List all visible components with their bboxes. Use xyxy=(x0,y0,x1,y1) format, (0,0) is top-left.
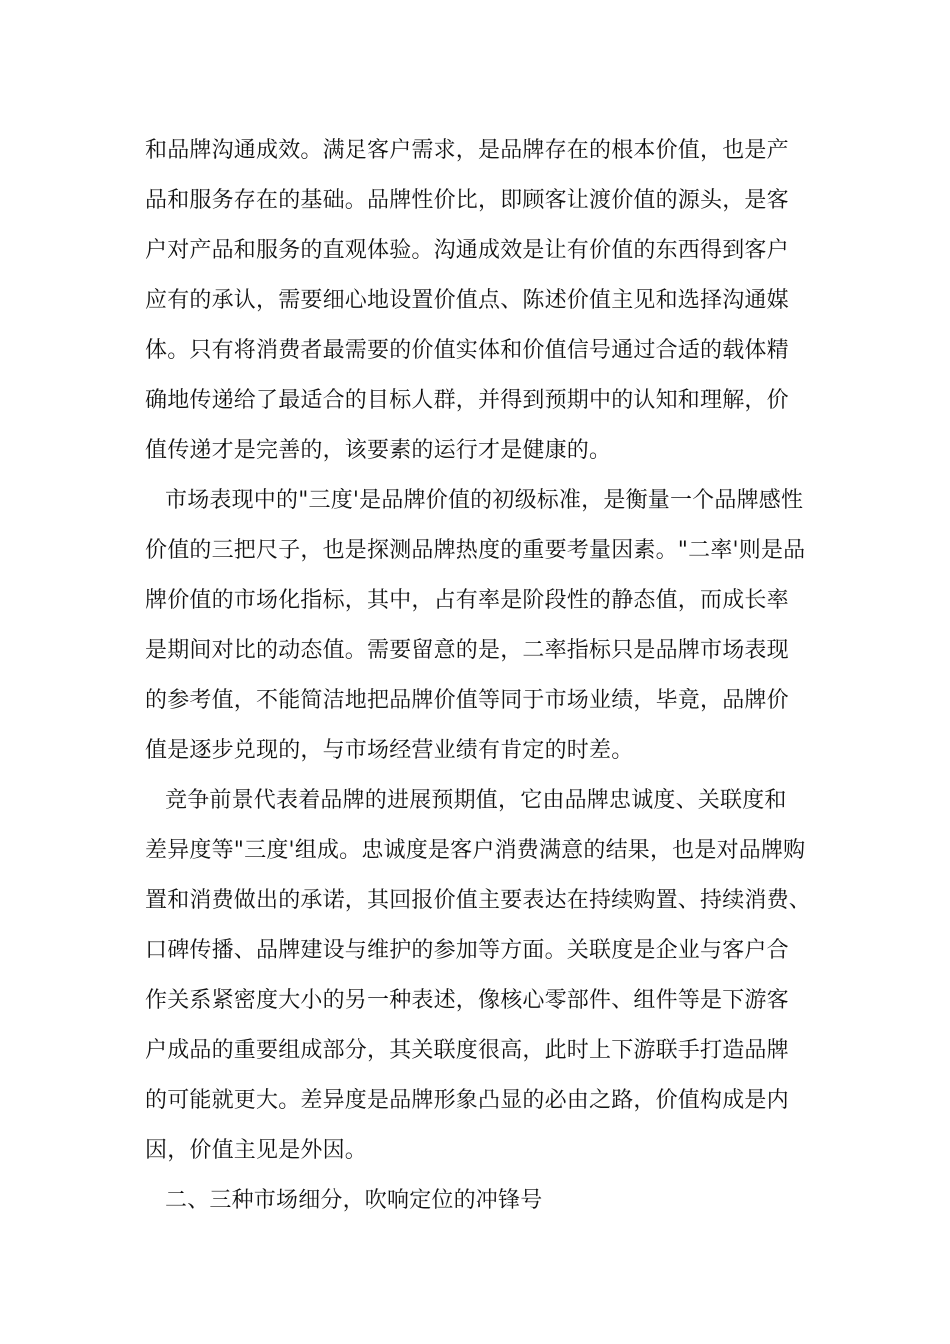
paragraph-1-line-2: 品和服务存在的基础。品牌性价比，即顾客让渡价值的源头，是客 xyxy=(145,188,789,213)
paragraph-3-line-8: 因，价值主见是外因。 xyxy=(145,1138,368,1163)
paragraph-1-line-1: 和品牌沟通成效。满足客户需求，是品牌存在的根本价值，也是产 xyxy=(145,138,789,163)
paragraph-2-line-5: 的参考值，不能简洁地把品牌价值等同于市场业绩，毕竟，品牌价 xyxy=(145,688,789,713)
paragraph-2-line-6: 值是逐步兑现的，与市场经营业绩有肯定的时差。 xyxy=(145,738,634,763)
paragraph-3-line-7: 的可能就更大。差异度是品牌形象凸显的必由之路，价值构成是内 xyxy=(145,1088,789,1113)
paragraph-1-line-4: 应有的承认，需要细心地设置价值点、陈述价值主见和选择沟通媒 xyxy=(145,288,789,313)
paragraph-3-line-6: 户成品的重要组成部分，其关联度很高，此时上下游联手打造品牌 xyxy=(145,1038,789,1063)
paragraph-3-line-1: 竞争前景代表着品牌的进展预期值，它由品牌忠诚度、关联度和 xyxy=(165,788,787,813)
paragraph-1-line-6: 确地传递给了最适合的目标人群，并得到预期中的认知和理解，价 xyxy=(145,388,789,413)
paragraph-2-line-2: 价值的三把尺子，也是探测品牌热度的重要考量因素。"二率'则是品 xyxy=(145,538,806,563)
paragraph-3-line-5: 作关系紧密度大小的另一种表述，像核心零部件、组件等是下游客 xyxy=(145,988,789,1013)
paragraph-2-line-4: 是期间对比的动态值。需要留意的是，二率指标只是品牌市场表现 xyxy=(145,638,789,663)
section-heading: 二、三种市场细分，吹响定位的冲锋号 xyxy=(165,1188,543,1213)
paragraph-1-line-5: 体。只有将消费者最需要的价值实体和价值信号通过合适的载体精 xyxy=(145,338,789,363)
paragraph-1-line-7: 值传递才是完善的，该要素的运行才是健康的。 xyxy=(145,438,612,463)
paragraph-3-line-3: 置和消费做出的承诺，其回报价值主要表达在持续购置、持续消费、 xyxy=(145,888,812,913)
paragraph-2-line-1: 市场表现中的"三度'是品牌价值的初级标准，是衡量一个品牌感性 xyxy=(165,488,804,513)
paragraph-2-line-3: 牌价值的市场化指标，其中，占有率是阶段性的静态值，而成长率 xyxy=(145,588,789,613)
paragraph-3-line-4: 口碑传播、品牌建设与维护的参加等方面。关联度是企业与客户合 xyxy=(145,938,789,963)
paragraph-3-line-2: 差异度等"三度'组成。忠诚度是客户消费满意的结果，也是对品牌购 xyxy=(145,838,806,863)
paragraph-1-line-3: 户对产品和服务的直观体验。沟通成效是让有价值的东西得到客户 xyxy=(145,238,789,263)
